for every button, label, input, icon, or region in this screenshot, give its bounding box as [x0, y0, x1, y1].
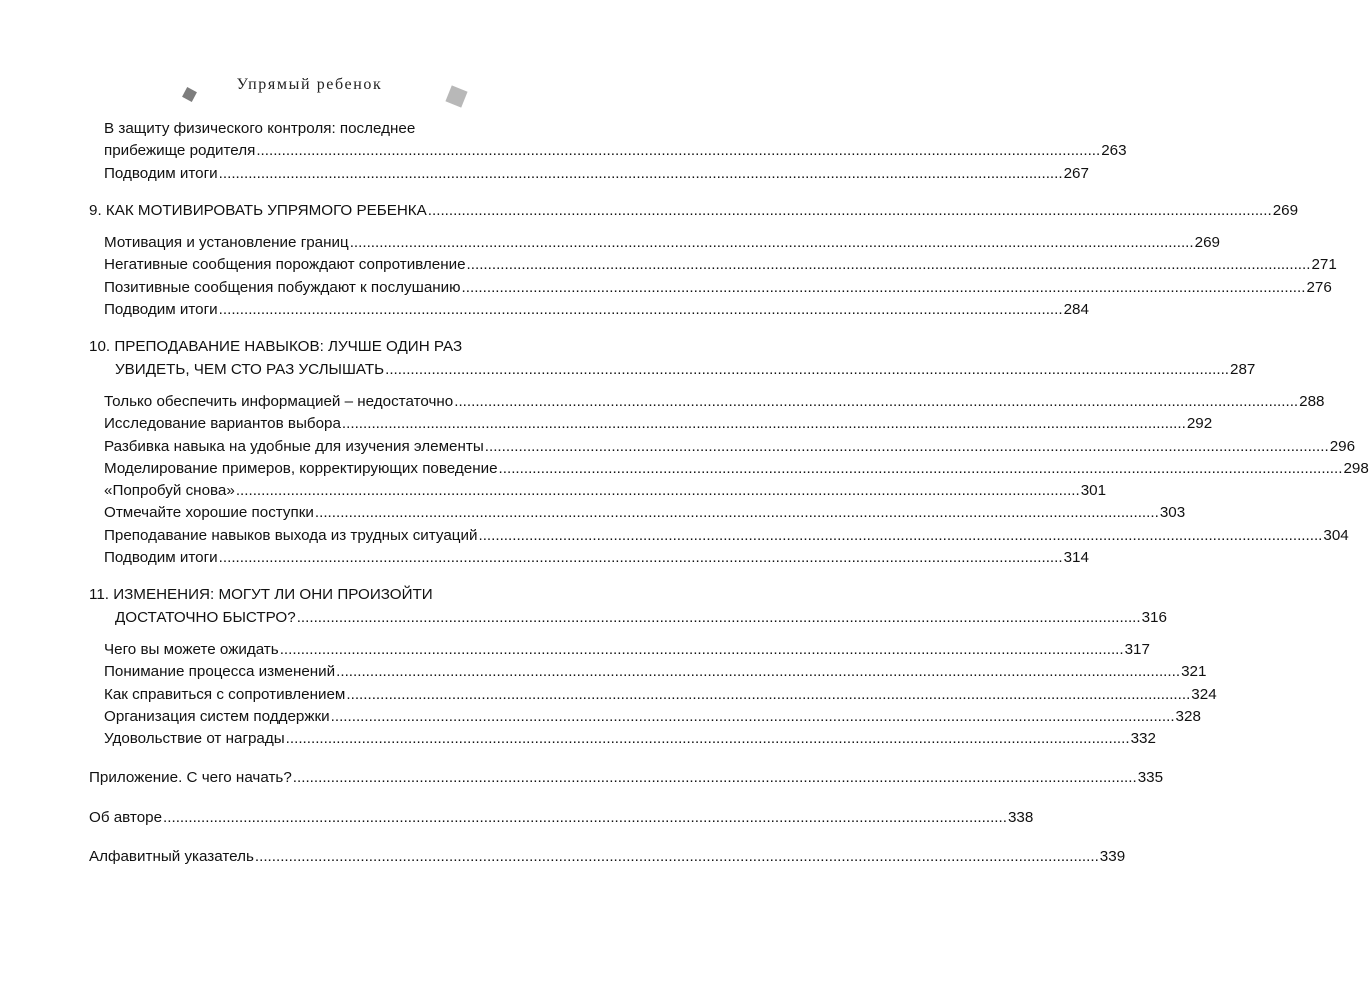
toc-page-number: 263 — [1101, 142, 1127, 160]
toc-entry-label: «Попробуй снова» — [104, 482, 235, 500]
toc-entry-label: Подводим итоги — [104, 301, 218, 319]
leader-dots: ........................................................................................................................................................................................................ — [454, 392, 1299, 410]
leader-dots: ........................................................................................................................................................................................................ — [466, 256, 1311, 274]
chapter-heading — [89, 607, 1167, 629]
table-of-contents — [89, 118, 1369, 868]
leader-dots: ........................................................................................................................................................................................................ — [346, 685, 1191, 703]
leader-dots: ........................................................................................................................................................................................................ — [349, 234, 1194, 252]
toc-entry — [89, 163, 1089, 185]
toc-entry-label: Мотивация и установление границ — [104, 234, 349, 252]
toc-page-number: 287 — [1230, 360, 1256, 378]
toc-entry-label: Позитивные сообщения побуждают к послушанию — [104, 278, 461, 296]
leader-dots: ........................................................................................................................................................................................................ — [498, 459, 1343, 477]
toc-page-number: 296 — [1329, 437, 1356, 455]
leader-dots: ........................................................................................................................................................................................................ — [218, 164, 1063, 182]
toc-page-number: 328 — [1175, 707, 1201, 725]
toc-entry-label: Исследование вариантов выбора — [104, 415, 341, 433]
toc-entry — [89, 480, 1107, 502]
leader-dots: ........................................................................................................................................................................................................ — [336, 663, 1181, 681]
toc-entry — [89, 706, 1201, 728]
toc-entry-index — [89, 846, 1126, 868]
toc-page-number: 303 — [1159, 504, 1186, 522]
toc-entry-label: Отмечайте хорошие поступки — [104, 504, 314, 522]
chapter-heading — [89, 200, 1299, 222]
toc-entry-label: прибежище родителя — [104, 142, 256, 160]
toc-entry-label: Разбивка навыка на удобные для изучения элементы — [104, 437, 484, 455]
toc-page-number: 301 — [1080, 482, 1107, 500]
chapter-title: УВИДЕТЬ, ЧЕМ СТО РАЗ УСЛЫШАТЬ — [115, 360, 385, 378]
chapter-title: 11. ИЗМЕНЕНИЯ: МОГУТ ЛИ ОНИ ПРОИЗОЙТИ — [89, 586, 433, 604]
toc-entry-label: Алфавитный указатель — [89, 848, 254, 866]
leader-dots: ........................................................................................................................................................................................................ — [163, 808, 1007, 826]
toc-page-number: 339 — [1099, 848, 1126, 866]
toc-entry-label: Об авторе — [89, 808, 163, 826]
toc-page-number: 332 — [1130, 730, 1156, 748]
leader-dots: ........................................................................................................................................................................................................ — [385, 360, 1230, 378]
toc-page-number: 338 — [1007, 808, 1034, 826]
toc-entry-label: Подводим итоги — [104, 549, 218, 567]
toc-entry-about-author — [89, 807, 1034, 829]
toc-page-number: 314 — [1063, 549, 1089, 567]
toc-entry-label: Преподавание навыков выхода из трудных ситуаций — [104, 526, 478, 544]
leader-dots: ........................................................................................................................................................................................................ — [330, 707, 1175, 725]
toc-entry — [89, 299, 1089, 321]
chapter-heading — [89, 359, 1256, 381]
toc-page-number: 276 — [1306, 278, 1332, 296]
toc-entry-label: Чего вы можете ожидать — [104, 640, 279, 658]
toc-entry — [89, 728, 1156, 750]
toc-page-number: 284 — [1063, 301, 1089, 319]
toc-entry — [89, 684, 1217, 706]
toc-entry-label: Моделирование примеров, корректирующих поведение — [104, 459, 498, 477]
toc-entry-label: Организация систем поддержки — [104, 707, 330, 725]
toc-page-number: 321 — [1181, 663, 1207, 681]
toc-entry — [89, 391, 1325, 413]
leader-dots: ........................................................................................................................................................................................................ — [296, 608, 1141, 626]
toc-page-number: 335 — [1137, 769, 1164, 787]
chapter-title: ДОСТАТОЧНО БЫСТРО? — [115, 608, 296, 626]
toc-entry-label: Только обеспечить информацией – недостаточно — [104, 392, 454, 410]
toc-entry-line: В защиту физического контроля: последнее — [104, 120, 416, 137]
toc-entry-label: Негативные сообщения порождают сопротивление — [104, 256, 466, 274]
toc-entry-appendix — [89, 767, 1164, 789]
leader-dots: ........................................................................................................................................................................................................ — [218, 549, 1063, 567]
leader-dots: ........................................................................................................................................................................................................ — [279, 640, 1124, 658]
chapter-title: 9. КАК МОТИВИРОВАТЬ УПРЯМОГО РЕБЕНКА — [89, 201, 427, 219]
toc-entry-label: Подводим итоги — [104, 164, 218, 182]
toc-entry — [89, 525, 1349, 547]
toc-entry — [89, 140, 1127, 162]
toc-entry — [89, 254, 1337, 276]
toc-entry — [89, 639, 1150, 661]
toc-entry — [89, 413, 1213, 435]
leader-dots: ........................................................................................................................................................................................................ — [478, 526, 1323, 544]
leader-dots: ........................................................................................................................................................................................................ — [218, 301, 1063, 319]
toc-page-number: 267 — [1063, 164, 1089, 182]
leader-dots: ........................................................................................................................................................................................................ — [285, 730, 1130, 748]
leader-dots: ........................................................................................................................................................................................................ — [256, 142, 1101, 160]
leader-dots: ........................................................................................................................................................................................................ — [461, 278, 1306, 296]
toc-entry — [89, 547, 1089, 569]
toc-page-number: 317 — [1124, 640, 1150, 658]
toc-page-number: 269 — [1272, 201, 1299, 219]
toc-entry — [89, 232, 1220, 254]
leader-dots: ........................................................................................................................................................................................................ — [235, 482, 1080, 500]
toc-page-number: 324 — [1191, 685, 1217, 703]
toc-page-number: 271 — [1311, 256, 1337, 274]
toc-entry — [89, 458, 1369, 480]
toc-page-number: 292 — [1186, 415, 1213, 433]
toc-entry — [89, 661, 1207, 683]
toc-entry-label: Как справиться с сопротивлением — [104, 685, 346, 703]
toc-page-number: 298 — [1343, 459, 1369, 477]
toc-page-number: 304 — [1323, 526, 1349, 544]
leader-dots: ........................................................................................................................................................................................................ — [292, 769, 1137, 787]
toc-entry — [89, 277, 1332, 299]
chapter-title: 10. ПРЕПОДАВАНИЕ НАВЫКОВ: ЛУЧШЕ ОДИН РАЗ — [89, 338, 463, 356]
toc-entry-label: Удовольствие от награды — [104, 730, 285, 748]
toc-entry — [89, 436, 1356, 458]
toc-page-number: 269 — [1194, 234, 1220, 252]
leader-dots: ........................................................................................................................................................................................................ — [314, 504, 1159, 522]
leader-dots: ........................................................................................................................................................................................................ — [341, 415, 1186, 433]
toc-entry-label: Понимание процесса изменений — [104, 663, 336, 681]
running-header: Упрямый ребенок — [236, 76, 383, 93]
toc-entry — [89, 502, 1186, 524]
leader-dots: ........................................................................................................................................................................................................ — [484, 437, 1329, 455]
toc-page-number: 316 — [1141, 608, 1167, 626]
leader-dots: ........................................................................................................................................................................................................ — [427, 201, 1272, 219]
leader-dots: ........................................................................................................................................................................................................ — [254, 848, 1099, 866]
toc-entry-label: Приложение. С чего начать? — [89, 769, 292, 787]
toc-page-number: 288 — [1299, 392, 1325, 410]
